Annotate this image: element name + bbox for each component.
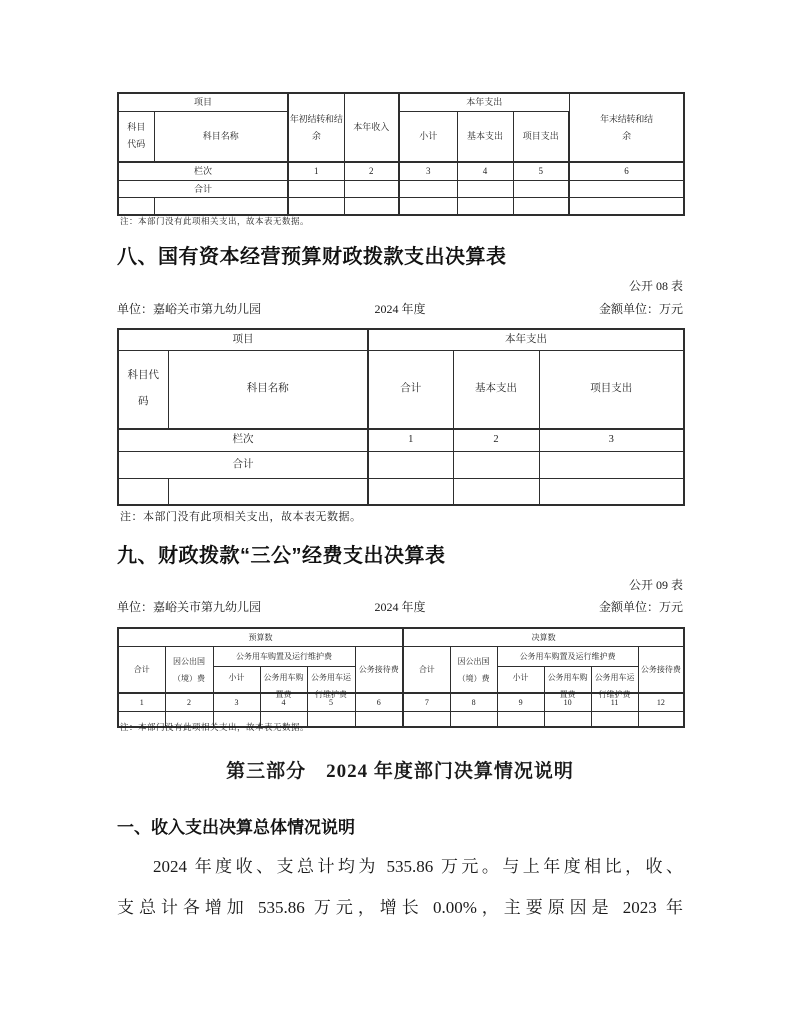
header-chuguo-fei: 因公出国（境）费: [165, 647, 213, 694]
empty-cell: [457, 180, 513, 197]
lanci-col: 3: [539, 429, 684, 452]
col-index: 10: [544, 693, 591, 712]
header-xiangmu: 项目: [118, 329, 368, 351]
col-index: 3: [213, 693, 260, 712]
lanci-col: 5: [513, 162, 569, 180]
header-heji: 合计: [118, 647, 165, 694]
header-xiangmu: 项目: [118, 93, 288, 111]
carryover-balance-table: [117, 92, 685, 216]
header-gouzhi-fei: [544, 667, 591, 699]
header-kemu-daima: 科目代码: [118, 111, 154, 162]
header-xiangmu-zhichu: 项目支出: [539, 351, 684, 429]
empty-cell: [450, 712, 497, 727]
empty-cell: [544, 712, 591, 727]
header-jiben-zhichu: 基本支出: [457, 111, 513, 162]
lanci-col: 3: [399, 162, 457, 180]
header-xiaoji: 小计: [213, 667, 260, 694]
empty-cell: [399, 180, 457, 197]
lanci-col: 6: [569, 162, 684, 180]
fiscal-year: 2024 年度: [374, 600, 426, 614]
amount-unit: 金额单位：万元: [599, 302, 684, 316]
table9-number: 公开 09 表: [628, 578, 683, 592]
lanci-label: 栏次: [118, 429, 368, 452]
header-yunxing-fei: [307, 667, 355, 699]
unit-name: 单位：嘉峪关市第九幼儿园: [117, 600, 262, 614]
empty-cell: [344, 180, 399, 197]
empty-cell: [569, 180, 684, 197]
lanci-col: 1: [288, 162, 344, 180]
heji-label: 合计: [118, 452, 368, 479]
empty-cell: [403, 712, 450, 727]
header-heji: 合计: [403, 647, 450, 694]
col-index: 12: [638, 693, 684, 712]
three-public-expense-table: [117, 627, 685, 728]
section9-title: 九、财政拨款“三公”经费支出决算表: [117, 545, 446, 567]
empty-cell: [154, 197, 288, 215]
header-kemu-daima: 科目代码: [118, 351, 168, 429]
table-note: 注：本部门没有此项相关支出，故本表无数据。: [120, 216, 310, 226]
empty-cell: [118, 479, 168, 505]
header-gouzhi-fei-text: 公务用车购置费: [263, 673, 304, 699]
empty-cell: [368, 452, 453, 479]
header-gouzhi-fei: [260, 667, 307, 699]
header-chuguo-fei: 因公出国（境）费: [450, 647, 497, 694]
col-index: 5: [307, 693, 355, 712]
table8-caption-row: [117, 301, 683, 317]
lanci-col: 2: [453, 429, 539, 452]
empty-cell: [569, 197, 684, 215]
part3-title: 第三部分 2024 年度部门决算情况说明: [226, 761, 574, 782]
empty-cell: [638, 712, 684, 727]
header-heji: 合计: [368, 351, 453, 429]
col-index: 11: [591, 693, 638, 712]
state-capital-expenditure-table: [117, 328, 685, 506]
fiscal-year: 2024 年度: [374, 302, 426, 316]
empty-cell: [344, 197, 399, 215]
header-bennian-zhichu: 本年支出: [368, 329, 684, 351]
empty-cell: [457, 197, 513, 215]
header-juesuan: 决算数: [403, 628, 684, 647]
empty-cell: [513, 180, 569, 197]
header-bennian-zhichu: 本年支出: [399, 93, 569, 111]
header-yunxing-fei-text: 公务用车运行维护费: [594, 673, 635, 699]
empty-cell: [288, 180, 344, 197]
empty-cell: [399, 197, 457, 215]
header-bennian-shouru: 本年收入: [344, 93, 399, 162]
col-index: 7: [403, 693, 450, 712]
empty-cell: [591, 712, 638, 727]
table9-caption-row: [117, 599, 683, 615]
lanci-col: 2: [344, 162, 399, 180]
section8-title: 八、国有资本经营预算财政拨款支出决算表: [117, 246, 507, 268]
empty-cell: [513, 197, 569, 215]
empty-cell: [307, 712, 355, 727]
table8-number: 公开 08 表: [628, 279, 683, 293]
lanci-label: 栏次: [118, 162, 288, 180]
empty-cell: [539, 452, 684, 479]
amount-unit: 金额单位：万元: [599, 600, 684, 614]
col-index: 2: [165, 693, 213, 712]
header-kemu-mingcheng: 科目名称: [168, 351, 368, 429]
empty-cell: [168, 479, 368, 505]
header-xiaoji: 小计: [399, 111, 457, 162]
header-yunxing-fei: [591, 667, 638, 699]
empty-cell: [118, 197, 154, 215]
col-index: 1: [118, 693, 165, 712]
empty-cell: [497, 712, 544, 727]
header-jiben-zhichu: 基本支出: [453, 351, 539, 429]
heji-label: 合计: [118, 180, 288, 197]
header-yunxing-fei-text: 公务用车运行维护费: [311, 673, 351, 699]
empty-cell: [355, 712, 403, 727]
col-index: 9: [497, 693, 544, 712]
col-index: 4: [260, 693, 307, 712]
part3-section1-title: 一、收入支出决算总体情况说明: [117, 818, 355, 837]
paragraph-line: 支总计各增加 535.86 万元，增长 0.00%，主要原因是 2023 年: [117, 898, 683, 917]
empty-cell: [288, 197, 344, 215]
empty-cell: [453, 479, 539, 505]
header-yusuan: 预算数: [118, 628, 403, 647]
paragraph-line: 2024 年度收、支总计均为 535.86 万元。与上年度相比，收、: [153, 857, 683, 876]
table-note: 注：本部门没有此项相关支出，故本表无数据。: [120, 722, 310, 732]
empty-cell: [539, 479, 684, 505]
lanci-col: 1: [368, 429, 453, 452]
header-jiedai-fei: 公务接待费: [355, 647, 403, 694]
header-nianchu-jiezhuan: 年初结转和结余: [288, 93, 344, 162]
header-che-group: 公务用车购置及运行维护费: [213, 647, 355, 667]
col-index: 6: [355, 693, 403, 712]
header-xiangmu-zhichu: 项目支出: [513, 111, 569, 162]
empty-cell: [368, 479, 453, 505]
header-jiedai-fei: 公务接待费: [638, 647, 684, 694]
col-index: 8: [450, 693, 497, 712]
header-kemu-mingcheng: 科目名称: [154, 111, 288, 162]
unit-name: 单位：嘉峪关市第九幼儿园: [117, 302, 262, 316]
header-gouzhi-fei-text: 公务用车购置费: [547, 673, 588, 699]
header-che-group: 公务用车购置及运行维护费: [497, 647, 638, 667]
lanci-col: 4: [457, 162, 513, 180]
empty-cell: [453, 452, 539, 479]
table-note: 注：本部门没有此项相关支出，故本表无数据。: [120, 511, 362, 523]
header-nianmo-jiezhuan: 年末结转和结余: [569, 93, 684, 162]
header-xiaoji: 小计: [497, 667, 544, 694]
